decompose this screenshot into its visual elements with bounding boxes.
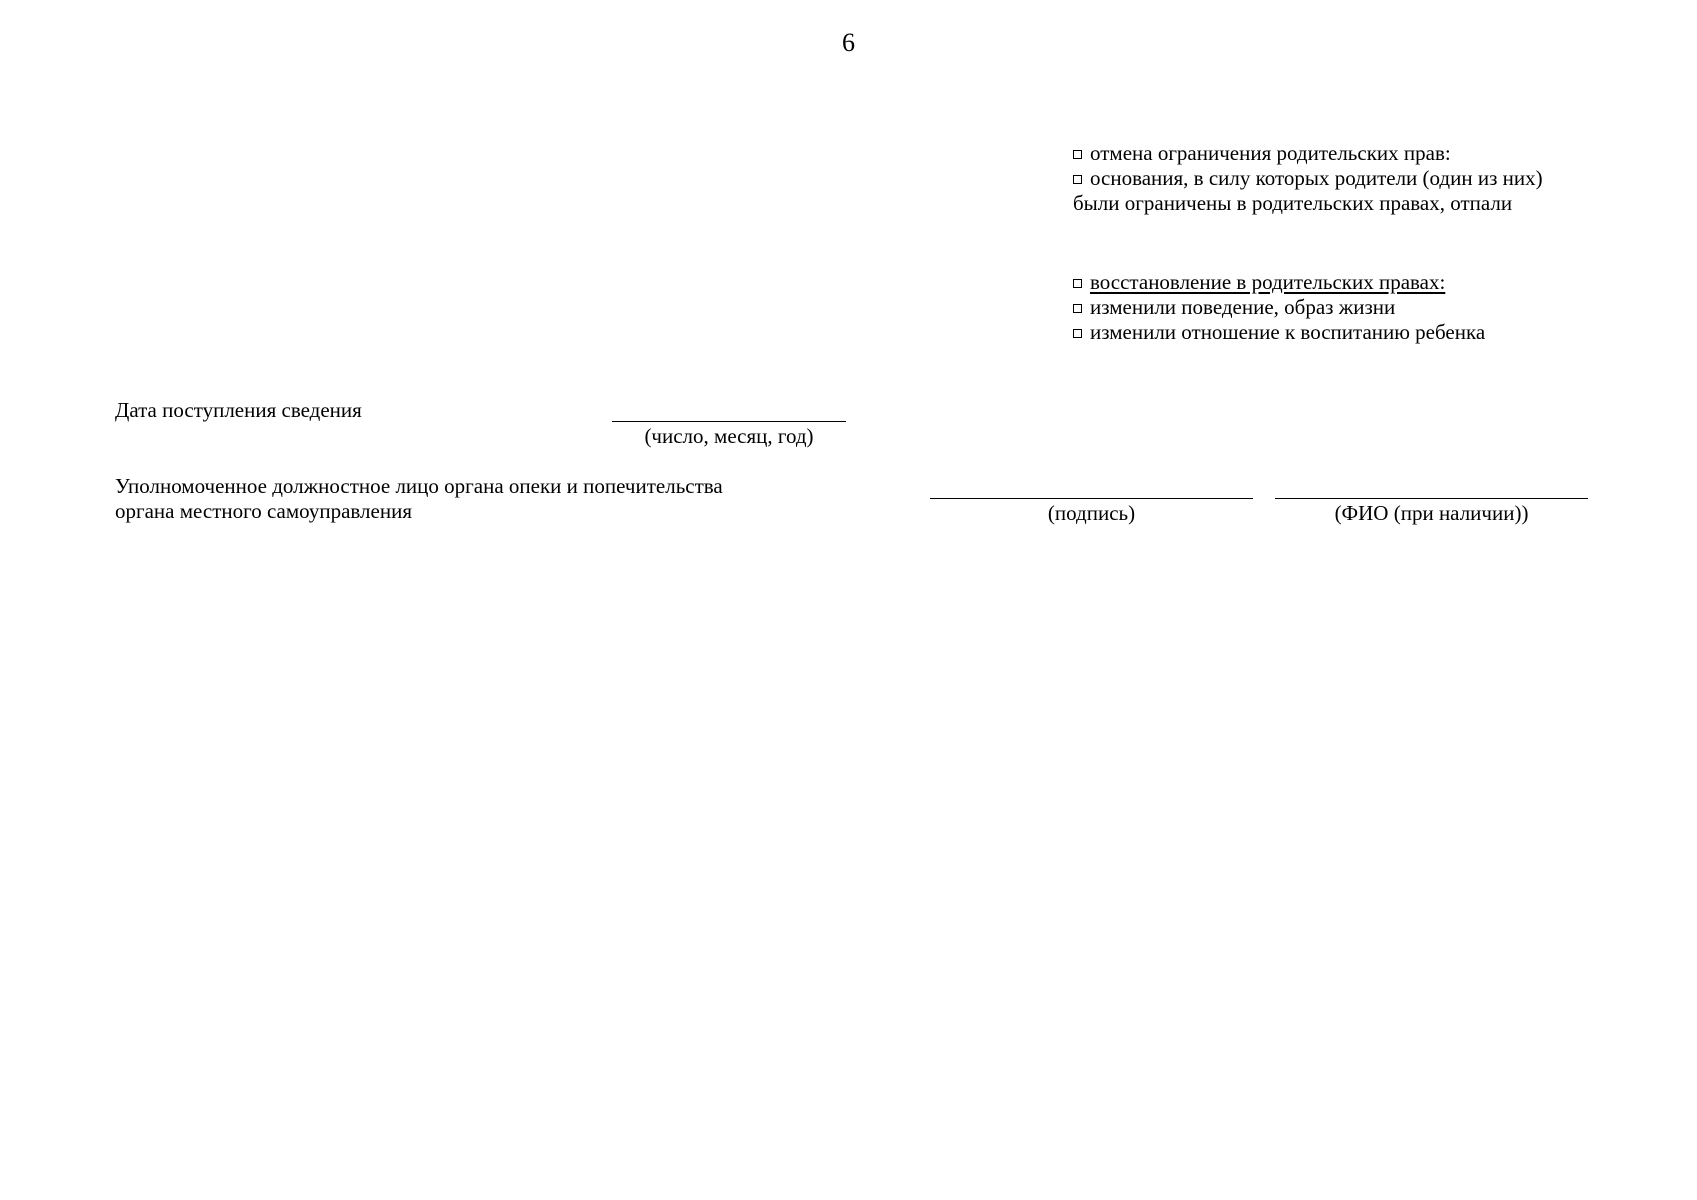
checkbox-icon[interactable] [1073, 175, 1082, 184]
restriction-cancel-reason-row [1073, 166, 1543, 191]
signature-line[interactable] [930, 498, 1253, 499]
checkbox-icon[interactable] [1073, 279, 1082, 288]
signature-caption: (подпись) [1047, 501, 1136, 525]
rights-restore-option2-row [1073, 320, 1485, 345]
checkbox-icon[interactable] [1073, 304, 1082, 313]
restriction-cancel-reason-line1: основания, в силу которых родители (один из них) [1090, 166, 1543, 190]
rights-restore-option2: изменили отношение к воспитанию ребенка [1090, 320, 1486, 344]
restriction-cancel-heading: отмена ограничения родительских прав: [1090, 141, 1451, 165]
date-field-caption: (число, месяц, год) [644, 424, 814, 448]
rights-restore-option1-row [1073, 295, 1485, 320]
date-field-label: Дата поступления сведения [115, 398, 362, 422]
page-number: 6 [842, 28, 855, 57]
rights-restore-heading: восстановление в родительских правах: [1090, 270, 1446, 294]
restriction-cancel-block [1073, 141, 1543, 216]
rights-restore-heading-row [1073, 270, 1485, 295]
rights-restore-block [1073, 270, 1485, 345]
checkbox-icon[interactable] [1073, 329, 1082, 338]
restriction-cancel-reason-line2: были ограничены в родительских правах, отпали [1073, 191, 1513, 215]
checkbox-icon[interactable] [1073, 150, 1082, 159]
name-line[interactable] [1275, 498, 1588, 499]
restriction-cancel-heading-row [1073, 141, 1543, 166]
name-caption: (ФИО (при наличии)) [1334, 501, 1529, 525]
official-label-line1: Уполномоченное должностное лицо органа опеки и попечительства [115, 474, 723, 498]
date-field-line[interactable] [612, 421, 846, 422]
rights-restore-option1: изменили поведение, образ жизни [1090, 295, 1396, 319]
official-label-line2: органа местного самоуправления [115, 499, 412, 523]
